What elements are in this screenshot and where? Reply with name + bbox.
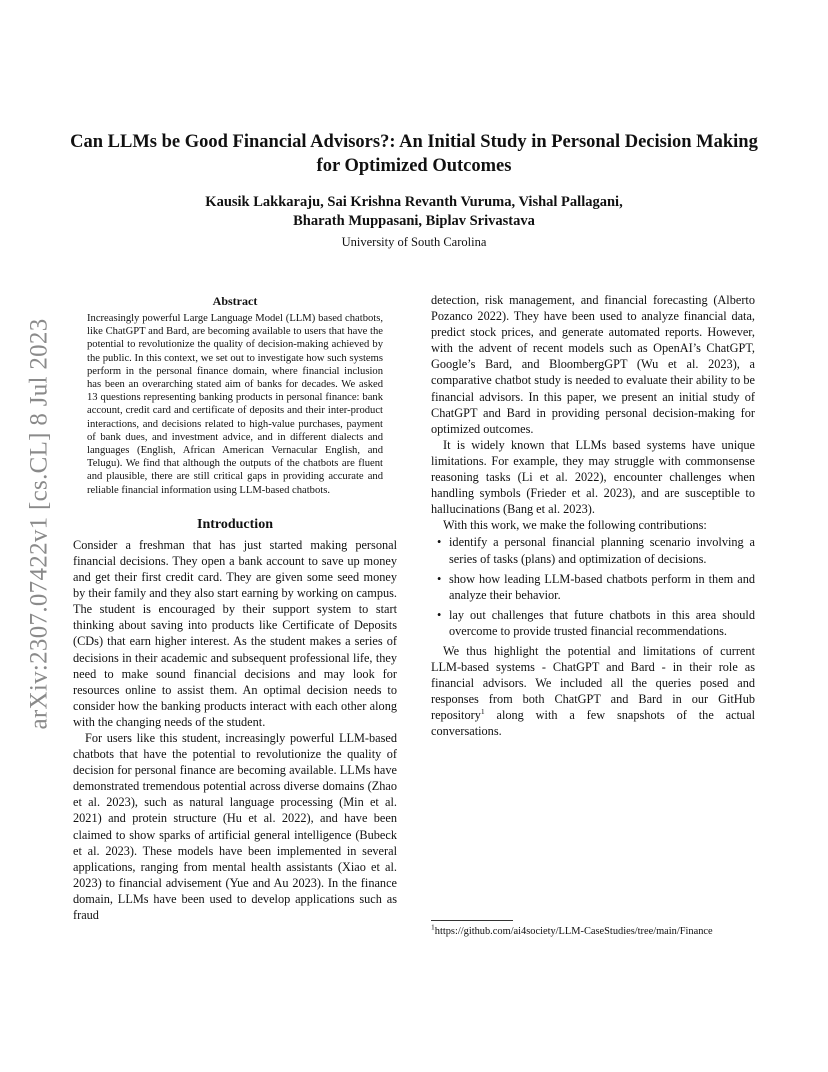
list-item [431,571,755,603]
left-column [73,292,397,923]
paragraph-5-end: along with a few snapshots of the actual conversations. [431,708,755,739]
author-list [70,193,758,231]
bullet-icon: • [437,571,442,586]
contributions-list [431,534,755,639]
bullet-icon: • [437,607,442,622]
intro-paragraph-1: Consider a freshman that has just started making personal financial decisions. They open a bank account to save up money and get their first credit card. They are given some seed money by their family and they also start earning by working on campus. The student is encouraged by their support system to start thinking about saving into products like Certificate of Deposits (CDs) that earn higher interest. As the student makes a series of decisions in their academic and subsequent professional life, they need to make sound financial decisions and may look for resources online to assist them. An optimal decision needs to consider how the banking products interact with each other along with the changing needs of the student. [73,537,397,729]
right-column [431,292,755,740]
footnote-number: 1 [431,922,435,932]
bullet-icon: • [437,535,442,550]
introduction-heading: Introduction [197,516,273,532]
author-line-1: Kausik Lakkaraju, Sai Krishna Revanth Vuruma, Vishal Pallagani, [205,194,623,210]
contribution-text: lay out challenges that future chatbots in this area should overcome to provide trusted financial recommendations. [449,607,755,638]
intro-paragraph-3: It is widely known that LLMs based systems have unique limitations. For example, they may struggle with commonsense reasoning tasks (Li et al. 2022), encounter challenges when handling symbols (Frieder et al. 2023), and are susceptible to hallucinations (Bang et al. 2023). [431,437,755,517]
abstract-text: Increasingly powerful Large Language Model (LLM) based chatbots, like ChatGPT and Bard, are becoming available to users that have the potential to revolutionize the quality of decision-making achieved by the public. In this context, we set out to investigate how such systems perform in the personal finance domain, where financial inclusion has been an overarching stated aim of banks for decades. We asked 13 questions representing banking products in personal finance: bank account, credit card and certificate of deposits and their inter-product interactions, and decisions related to high-value purchases, payment of bank dues, and investment advice, and in different dialects and languages (English, African American Vernacular English, and Telugu). We find that although the outputs of the chatbots are fluent and plausible, there are still critical gaps in providing accurate and reliable financial information using LLM-based chatbots. [87,313,383,496]
list-item [431,534,755,566]
footnote-url[interactable]: https://github.com/ai4society/LLM-CaseStudies/tree/main/Finance [434,926,713,937]
contribution-text: identify a personal financial planning scenario involving a series of tasks (plans) and optimization of decisions. [449,535,755,566]
intro-paragraph-4: With this work, we make the following contributions: [443,518,707,533]
arxiv-id-text: arXiv:2307.07422v1 [cs.CL] 8 Jul 2023 [26,318,54,730]
intro-paragraph-2: For users like this student, increasingly powerful LLM-based chatbots that have the potential to revolutionize the quality of decision for personal finance are becoming available. LLMs have demonstrated tremendous potential across diverse domains (Zhao et al. 2023), such as natural language processing (Min et al. 2021) and protein structure (Hu et al. 2022), and have been claimed to show sparks of artificial general intelligence (Bubeck et al. 2023). These models have been implemented in several applications, ranging from mental health assistants (Xiao et al. 2023) to financial advisement (Yue and Au 2023). In the finance domain, LLMs have been used to develop applications such as fraud [73,730,397,922]
intro-paragraph-2-continued: detection, risk management, and financial forecasting (Alberto Pozanco 2022). They have been used to analyze financial data, predict stock prices, and generate automated reports. However, with the advent of recent models such as OpenAI’s ChatGPT, Google’s Bard, and BloombergGPT (Wu et al. 2023), a comparative chatbot study is needed to evaluate their ability to be financial advisors. In this paper, we present an initial study of ChatGPT and Bard in providing personal decision-making for optimized outcomes. [431,293,755,436]
contribution-text: show how leading LLM-based chatbots perform in them and analyze their behavior. [449,571,755,602]
intro-paragraph-5 [431,643,755,740]
abstract-heading: Abstract [212,294,258,308]
arxiv-identifier-stamp [20,298,60,750]
footnote-divider [431,920,513,921]
footnote-marker[interactable]: 1 [480,707,485,717]
footnote [431,922,751,939]
paragraph-5-text: We thus highlight the potential and limitations of current LLM-based systems - ChatGPT and Bard - in their role as financial advisors. We included all the queries posed and responses from both ChatGPT and Bard in our GitHub repository [431,643,755,723]
affiliation: University of South Carolina [341,235,487,249]
author-line-2: Bharath Muppasani, Biplav Srivastava [293,213,535,229]
list-item [431,607,755,639]
paper-title: Can LLMs be Good Financial Advisors?: An Initial Study in Personal Decision Making for Optimized Outcomes [70,132,758,176]
